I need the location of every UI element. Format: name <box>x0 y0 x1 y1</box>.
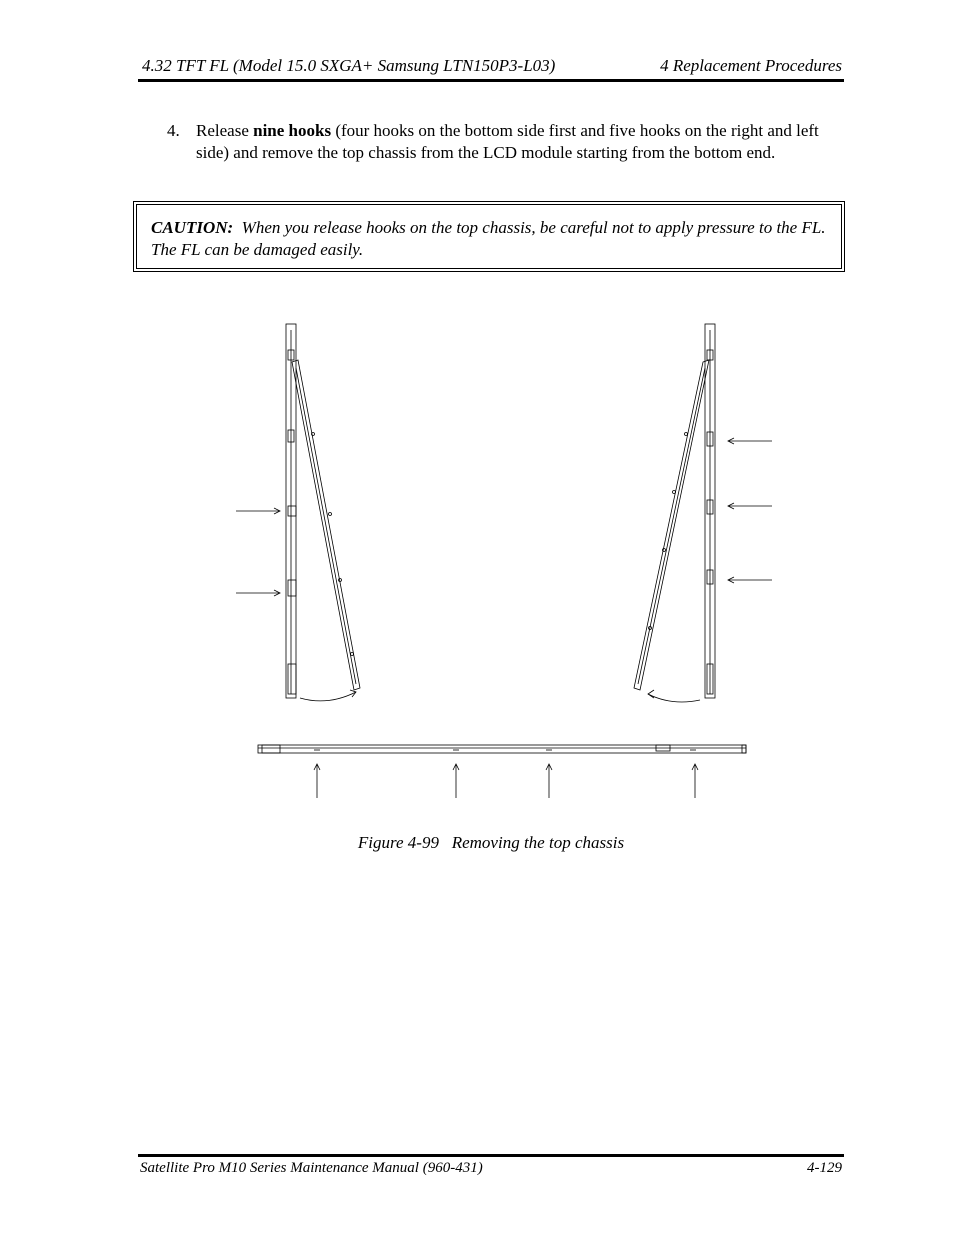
page-footer <box>138 1154 844 1184</box>
footer-manual-title: Satellite Pro M10 Series Maintenance Manual (960-431) <box>140 1160 483 1176</box>
footer-rule <box>138 1154 844 1157</box>
step-bold-term: nine hooks <box>253 121 332 140</box>
step-lead: Release <box>196 121 254 140</box>
footer-page-number: 4-129 <box>807 1160 842 1176</box>
figure-caption: Figure 4-99 Removing the top chassis <box>357 833 625 852</box>
caution-text <box>151 217 831 261</box>
left-chassis-rail <box>286 324 296 698</box>
right-chassis-rail <box>705 324 715 698</box>
left-tilted-chassis <box>292 360 360 690</box>
page-header <box>138 56 844 82</box>
header-section-title: 4.32 TFT FL (Model 15.0 SXGA+ Samsung LTN150P3-L03) <box>142 56 556 75</box>
right-tilted-chassis <box>634 360 709 690</box>
top-chassis-diagram <box>0 300 954 820</box>
right-hook-arrows <box>728 438 772 583</box>
right-rotate-arrow <box>648 694 700 702</box>
bottom-hook-arrows <box>314 764 698 798</box>
header-rule <box>138 79 844 82</box>
caution-body: When you release hooks on the top chassis, be careful not to apply pressure to the FL. The FL can be damaged easily. <box>151 218 826 259</box>
step-rest: (four hooks on the bottom side first and five hooks on the right and left side) and remove the top chassis from the LCD module starting from the bottom end. <box>196 121 819 162</box>
left-rotate-arrow <box>300 692 356 701</box>
step-number: 4. <box>167 121 180 140</box>
bottom-chassis-rail <box>258 745 746 753</box>
header-chapter-title: 4 Replacement Procedures <box>660 56 842 75</box>
step-text <box>196 120 836 164</box>
left-hook-arrows <box>236 508 280 596</box>
caution-box <box>136 204 842 269</box>
caution-label: CAUTION: <box>151 218 234 237</box>
